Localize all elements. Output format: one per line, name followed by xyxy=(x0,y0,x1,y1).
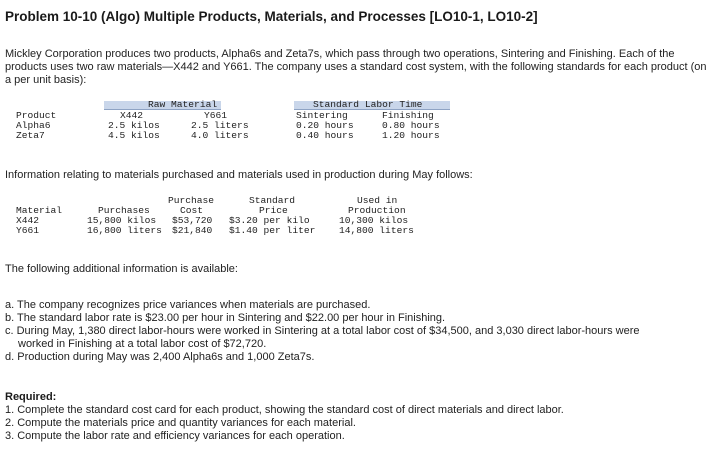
col-product: Product xyxy=(16,110,57,121)
intro-paragraph: Mickley Corporation produces two products, Alpha6s and Zeta7s, which pass through two operations, Sintering and Finishing. Each of the products uses two raw materials—X442 and Y661. The company uses a standard cost system, with the following standards for each product (on a per unit basis): xyxy=(5,48,707,86)
row-y661: 2.5 liters xyxy=(191,120,249,131)
raw-material-header: Raw Material xyxy=(148,99,218,110)
row-used: 10,300 kilos xyxy=(339,215,409,226)
problem-title: Problem 10-10 (Algo) Multiple Products, Materials, and Processes [LO10-1, LO10-2] xyxy=(5,9,538,24)
required-heading: Required: xyxy=(5,391,57,403)
list-item: a. The company recognizes price variances when materials are purchased. xyxy=(5,299,371,311)
row-material: Y661 xyxy=(16,225,40,236)
row-cost: $53,720 xyxy=(172,215,213,226)
col-y661: Y661 xyxy=(204,110,228,121)
additional-info-heading: The following additional information is available: xyxy=(5,263,238,275)
col-standard-price-line2: Price xyxy=(259,205,288,216)
row-sintering: 0.40 hours xyxy=(296,130,354,141)
row-purchases: 15,800 kilos xyxy=(87,215,157,226)
row-material: X442 xyxy=(16,215,40,226)
list-item: 2. Compute the materials price and quantity variances for each material. xyxy=(5,417,356,429)
row-sintering: 0.20 hours xyxy=(296,120,354,131)
list-item: 1. Complete the standard cost card for each product, showing the standard cost of direct materials and direct labor. xyxy=(5,404,564,416)
row-finishing: 1.20 hours xyxy=(382,130,440,141)
col-purchase-cost-line1: Purchase xyxy=(168,195,215,206)
col-x442: X442 xyxy=(120,110,144,121)
row-y661: 4.0 liters xyxy=(191,130,249,141)
col-used-line1: Used in xyxy=(357,195,398,206)
col-sintering: Sintering xyxy=(296,110,348,121)
row-x442: 4.5 kilos xyxy=(108,130,160,141)
row-finishing: 0.80 hours xyxy=(382,120,440,131)
labor-header: Standard Labor Time xyxy=(313,99,423,110)
row-product: Alpha6 xyxy=(16,120,51,131)
row-x442: 2.5 kilos xyxy=(108,120,160,131)
list-item-continued: worked in Finishing at a total labor cost of $72,720. xyxy=(18,338,267,350)
col-material: Material xyxy=(16,205,63,216)
row-used: 14,800 liters xyxy=(339,225,414,236)
list-item: 3. Compute the labor rate and efficiency variances for each operation. xyxy=(5,430,345,442)
list-item: c. During May, 1,380 direct labor-hours were worked in Sintering at a total labor cost of $34,500, and 3,030 direct labor-hours were xyxy=(5,325,640,337)
col-purchases: Purchases xyxy=(98,205,150,216)
info-paragraph: Information relating to materials purchased and materials used in production during May follows: xyxy=(5,169,473,181)
row-purchases: 16,800 liters xyxy=(87,225,162,236)
list-item: d. Production during May was 2,400 Alpha6s and 1,000 Zeta7s. xyxy=(5,351,315,363)
row-price: $1.40 per liter xyxy=(229,225,316,236)
row-product: Zeta7 xyxy=(16,130,45,141)
col-purchase-cost-line2: Cost xyxy=(180,205,204,216)
col-finishing: Finishing xyxy=(382,110,434,121)
row-price: $3.20 per kilo xyxy=(229,215,310,226)
row-cost: $21,840 xyxy=(172,225,213,236)
list-item: b. The standard labor rate is $23.00 per hour in Sintering and $22.00 per hour in Finishing. xyxy=(5,312,446,324)
col-standard-price-line1: Standard xyxy=(249,195,296,206)
col-used-line2: Production xyxy=(348,205,406,216)
